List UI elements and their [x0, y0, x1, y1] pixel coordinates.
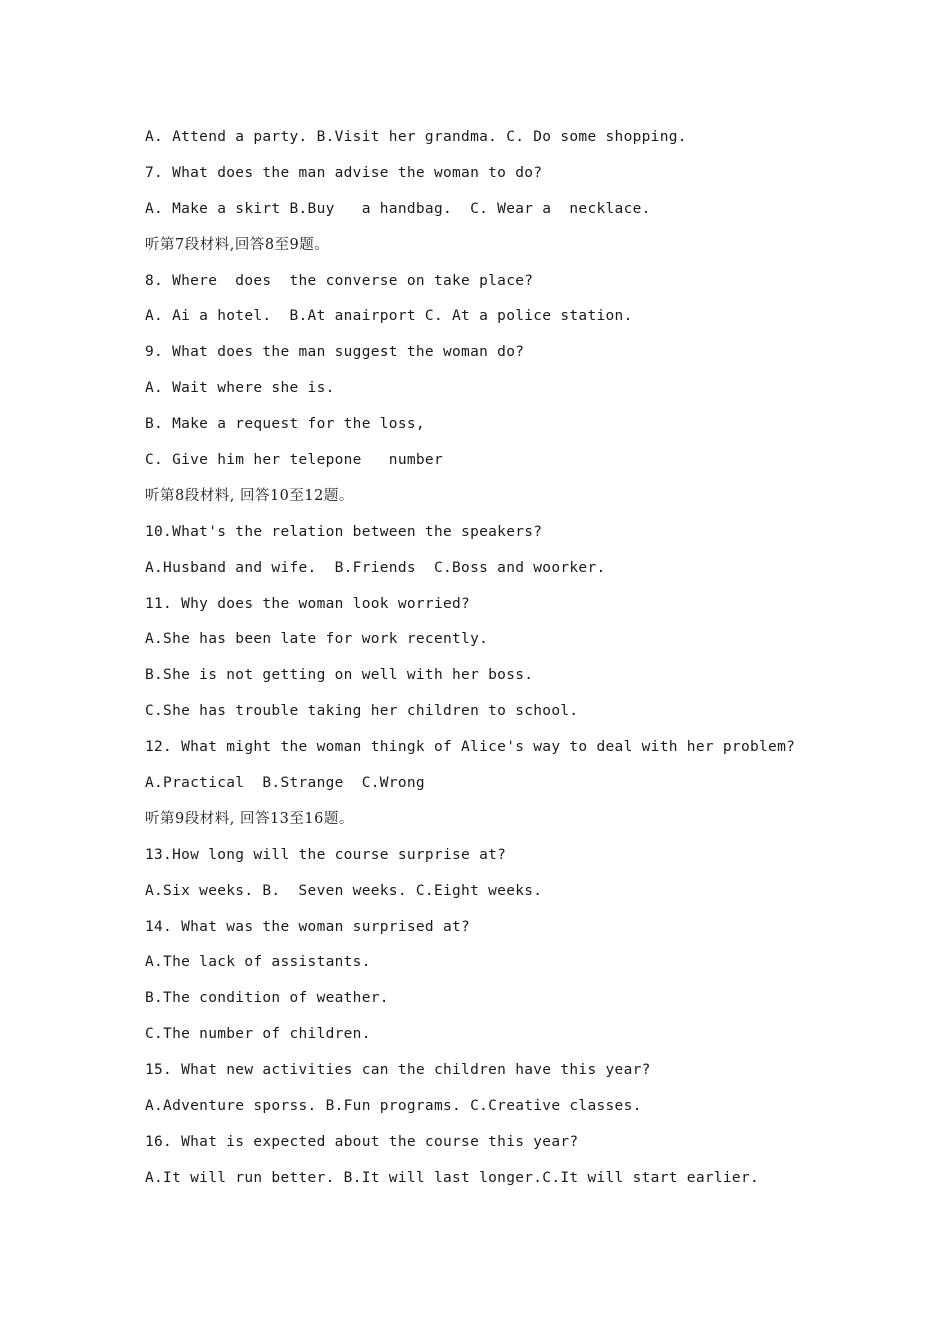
question-12: 12. What might the woman thingk of Alice's way to deal with her problem?: [145, 739, 796, 756]
question-13: 13.How long will the course surprise at?: [145, 846, 507, 863]
answer-options: A.Practical B.Strange C.Wrong: [145, 775, 425, 792]
question-14: 14. What was the woman surprised at?: [145, 918, 471, 935]
question-9: 9. What does the man suggest the woman do?: [145, 344, 525, 361]
answer-option: A.The lack of assistants.: [145, 954, 371, 971]
section-heading: 听第9段材料, 回答13至16题。: [145, 810, 354, 827]
answer-options: A.Husband and wife. B.Friends C.Boss and woorker.: [145, 559, 606, 576]
answer-options: A.Six weeks. B. Seven weeks. C.Eight weeks.: [145, 882, 543, 899]
answer-option: C. Give him her telepone number: [145, 452, 443, 469]
section-heading: 听第7段材料,回答8至9题。: [145, 236, 330, 253]
answer-options: A. Ai a hotel. B.At anairport C. At a police station.: [145, 308, 633, 325]
answer-option: B. Make a request for the loss,: [145, 416, 425, 433]
question-8: 8. Where does the converse on take place?: [145, 272, 534, 289]
question-15: 15. What new activities can the children have this year?: [145, 1062, 651, 1079]
question-16: 16. What is expected about the course this year?: [145, 1133, 579, 1150]
answer-options: A.It will run better. B.It will last longer.C.It will start earlier.: [145, 1169, 760, 1186]
answer-option: C.She has trouble taking her children to school.: [145, 703, 579, 720]
answer-option: C.The number of children.: [145, 1026, 371, 1043]
question-11: 11. Why does the woman look worried?: [145, 595, 471, 612]
answer-options: A. Make a skirt B.Buy a handbag. C. Wear a necklace.: [145, 200, 651, 217]
question-10: 10.What's the relation between the speakers?: [145, 523, 543, 540]
answer-option: B.She is not getting on well with her boss.: [145, 667, 534, 684]
document-body: [145, 124, 865, 1201]
answer-option: B.The condition of weather.: [145, 990, 389, 1007]
answer-options: A. Attend a party. B.Visit her grandma. C. Do some shopping.: [145, 129, 687, 145]
question-7: 7. What does the man advise the woman to do?: [145, 164, 543, 181]
answer-option: A.She has been late for work recently.: [145, 631, 489, 648]
answer-option: A. Wait where she is.: [145, 380, 335, 397]
section-heading: 听第8段材料, 回答10至12题。: [145, 487, 354, 504]
answer-options: A.Adventure sporss. B.Fun programs. C.Creative classes.: [145, 1098, 642, 1115]
